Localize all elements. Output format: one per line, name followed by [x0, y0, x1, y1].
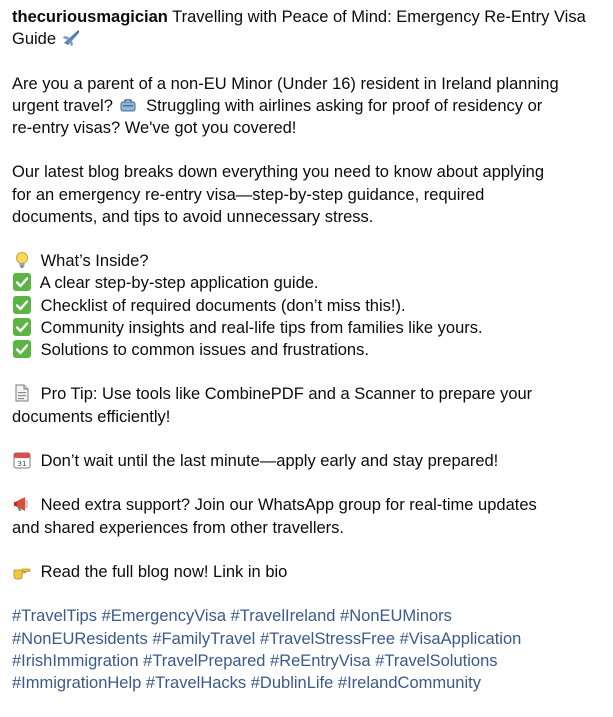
check-mark-button-icon [12, 295, 32, 315]
list-item-text: Checklist of required documents (don’t miss this!). [40, 296, 406, 315]
post-title-continued: Guide [12, 30, 57, 49]
hashtag-link[interactable]: #DublinLife [250, 673, 334, 692]
hashtag-link[interactable]: #TravelStressFree [259, 629, 396, 648]
pro-tip-paragraph [12, 383, 603, 427]
cta-paragraph [12, 561, 603, 583]
airplane-icon [61, 28, 81, 48]
deadline-text: Don’t wait until the last minute—apply early and stay prepared! [40, 451, 499, 470]
check-mark-button-icon [12, 339, 32, 359]
blog-summary-line-3: documents, and tips to avoid unnecessary stress. [12, 207, 374, 226]
username-link[interactable]: thecuriousmagician [12, 8, 168, 26]
document-icon [12, 383, 32, 403]
intro-line-2b: Struggling with airlines asking for proof of residency or [146, 96, 543, 115]
post-title: Travelling with Peace of Mind: Emergency Re-Entry Visa [172, 8, 586, 26]
hashtag-link[interactable]: #VisaApplication [399, 629, 522, 648]
deadline-paragraph [12, 450, 603, 472]
hashtag-link[interactable]: #EmergencyVisa [101, 607, 226, 626]
hashtag-link[interactable]: #TravelHacks [145, 673, 247, 692]
hand-luggage-icon [118, 95, 138, 115]
intro-line-3: re-entry visas? We've got you covered! [12, 119, 297, 137]
support-line-2: and shared experiences from other travellers. [12, 518, 344, 537]
blog-summary-paragraph [12, 161, 603, 228]
lightbulb-icon [12, 250, 32, 270]
list-item-text: A clear step-by-step application guide. [39, 274, 319, 293]
list-item [12, 339, 603, 361]
hashtag-link[interactable]: #ReEntryVisa [270, 651, 371, 670]
calendar-icon [12, 450, 32, 470]
check-mark-button-icon [12, 317, 32, 337]
blog-summary-line-2: for an emergency re-entry visa—step-by-step guidance, required [12, 185, 485, 204]
hashtag-link[interactable]: #NonEUResidents [12, 629, 148, 648]
hashtag-link[interactable]: #TravelSolutions [375, 651, 498, 670]
hashtag-link[interactable]: #FamilyTravel [152, 629, 256, 648]
svg-text:31: 31 [17, 459, 27, 468]
intro-line-1: Are you a parent of a non-EU Minor (Under 16) resident in Ireland planning [12, 74, 559, 93]
intro-paragraph [12, 73, 603, 140]
whats-inside-section [12, 250, 603, 361]
hashtag-link[interactable]: #NonEUMinors [340, 607, 452, 626]
caption-header [12, 6, 603, 50]
hashtag-link[interactable]: #ImmigrationHelp [12, 673, 142, 692]
support-line-1: Need extra support? Join our WhatsApp group for real-time updates [40, 496, 537, 515]
list-item-text: Solutions to common issues and frustrations. [40, 341, 369, 359]
hashtag-link[interactable]: #IrishImmigration [12, 651, 139, 670]
cta-text: Read the full blog now! Link in bio [40, 562, 288, 581]
list-item-text: Community insights and real-life tips from families like yours. [40, 318, 483, 337]
hashtag-link[interactable]: #IrelandCommunity [337, 673, 481, 692]
blog-summary-line-1: Our latest blog breaks down everything you need to know about applying [12, 163, 545, 182]
hashtag-block [12, 605, 603, 694]
hashtag-link[interactable]: #TravelTips [12, 607, 97, 626]
pro-tip-line-1: Pro Tip: Use tools like CombinePDF and a Scanner to prepare your [40, 385, 533, 404]
list-item [12, 295, 603, 317]
pro-tip-line-2: documents efficiently! [12, 407, 171, 426]
intro-line-2a: urgent travel? [12, 96, 113, 115]
whats-inside-heading: What’s Inside? [40, 252, 149, 271]
check-mark-button-icon [12, 272, 32, 292]
hashtag-link[interactable]: #TravelIreland [230, 607, 336, 626]
support-paragraph [12, 494, 603, 538]
megaphone-icon [12, 494, 32, 514]
pointing-hand-icon [12, 561, 32, 581]
list-item [12, 317, 603, 339]
list-item [12, 272, 603, 294]
hashtag-link[interactable]: #TravelPrepared [143, 651, 266, 670]
